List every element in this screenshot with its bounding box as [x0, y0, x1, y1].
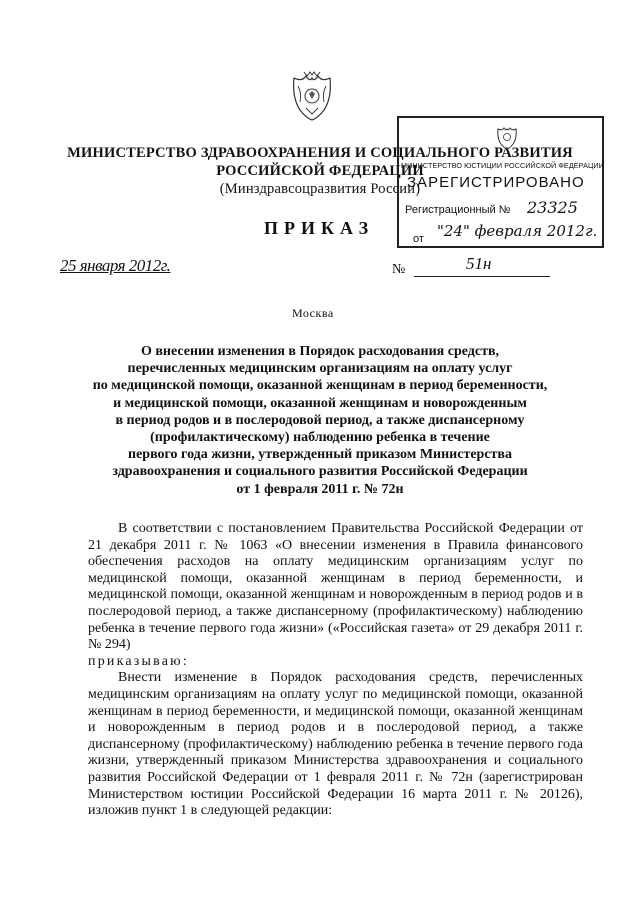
registration-stamp [397, 116, 604, 248]
order-number-label: № [392, 262, 406, 277]
stamp-organization: МИНИСТЕРСТВО ЮСТИЦИИ РОССИЙСКОЙ ФЕДЕРАЦИИ [401, 161, 604, 170]
prikazyvayu-line: приказываю: [88, 653, 189, 669]
stamp-number-label: Регистрационный № [405, 204, 511, 216]
body-paragraph-2: Внести изменение в Порядок расходования средств, перечисленных медицинским организациям на оплату услуг по медицинской помощи, оказанной женщинам в период беременности, и медицинской помощи, оказанной женщинам и новорожденным в период родов и в послеродовой период, а также диспансерному (профилактическому) наблюдению ребенка в течение первого года жизни, утвержденный приказом Министерства здравоохранения и социального развития Российской Федерации от 1 февраля 2011 г. № 72н (зарегистрирован Министерством юстиции Российской Федерации 16 марта 2011 г. № 20126), изложив пункт 1 в следующей редакции: [88, 670, 583, 819]
ministry-name-line1: МИНИСТЕРСТВО ЗДРАВООХРАНЕНИЯ И СОЦИАЛЬНОГО РАЗВИТИЯ [67, 145, 573, 161]
ministry-abbreviation: (Минздравсоцразвития России) [219, 181, 421, 197]
order-number-line [414, 276, 550, 277]
stamp-date-label: от [413, 233, 424, 245]
title-line: здравоохранения и социального развития Российской Федерации [112, 464, 528, 480]
title-line: от 1 февраля 2011 г. № 72н [236, 481, 404, 497]
title-line: и медицинской помощи, оказанной женщинам и новорожденным [113, 395, 527, 411]
title-line: в период родов и в послеродовой период, а также диспансерному [115, 412, 525, 428]
document-title [80, 343, 560, 498]
stamp-registered-label: ЗАРЕГИСТРИРОВАНО [407, 174, 585, 191]
order-date: 25 января 2012г. [60, 256, 171, 275]
title-line: (профилактическому) наблюдению ребенка в течение [150, 430, 490, 446]
stamp-date: "24" февраля 2012г. [437, 222, 598, 240]
title-line: О внесении изменения в Порядок расходования средств, [140, 344, 500, 359]
document-body [88, 521, 583, 820]
city: Москва [292, 306, 334, 320]
body-paragraph-1: В соответствии с постановлением Правительства Российской Федерации от 21 декабря 2011 г. № 1063 «О внесении изменения в Правила финансового обеспечения расходов на оплату медицинским организациям услуг по медицинской помощи, оказанной женщинам в период беременности, и медицинской помощи, оказанной женщинам и новорожденным в период родов и в послеродовой период, а также диспансерному (профилактическому) наблюдению ребенка в течение первого года жизни» («Российская газета» от 29 декабря 2011 г. № 294) [88, 521, 583, 653]
coat-of-arms-icon [288, 68, 336, 122]
order-number: 51н [466, 254, 492, 273]
stamp-emblem-icon [495, 124, 519, 150]
stamp-registration-number: 23325 [527, 198, 578, 217]
title-line: первого года жизни, утвержденный приказом Министерства [128, 447, 512, 463]
ministry-name-line2: РОССИЙСКОЙ ФЕДЕРАЦИИ [216, 163, 424, 179]
document-type: ПРИКАЗ [264, 218, 375, 238]
title-line: перечисленных медицинским организациям на оплату услуг [127, 361, 513, 377]
title-line: по медицинской помощи, оказанной женщинам в период беременности, [92, 378, 548, 394]
